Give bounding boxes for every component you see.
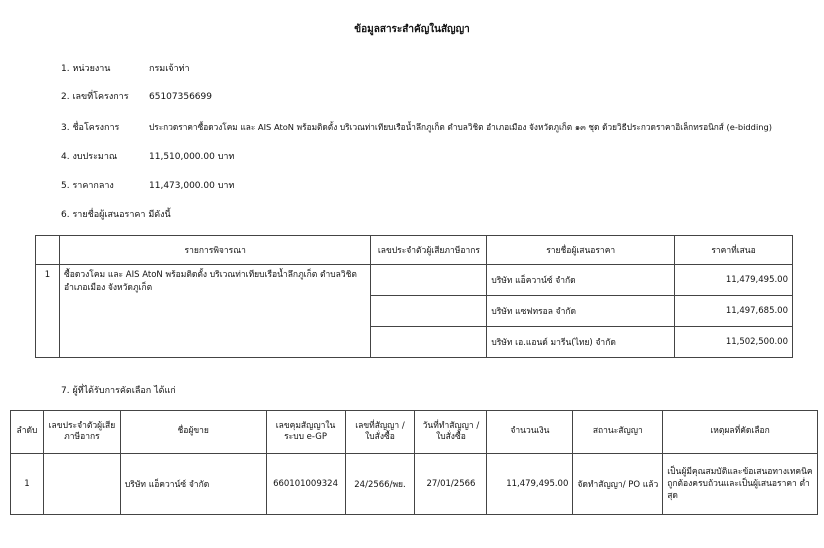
- vendor-name: บริษัท แอ็ควาน์ซ์ จำกัด: [120, 454, 266, 515]
- header-cell: สถานะสัญญา: [573, 411, 663, 454]
- header-cell: รายการพิจารณา: [59, 236, 371, 265]
- selection-reason: เป็นผู้มีคุณสมบัติและข้อเสนอทางเทคนิคถูกต้องครบถ้วนและเป็นผู้เสนอราคา ต่ำสุด: [663, 454, 818, 515]
- field-project-name: [61, 120, 772, 134]
- row-number: 1: [36, 265, 60, 358]
- tax-id-cell: [43, 454, 120, 515]
- field-label: 2. เลขที่โครงการ: [61, 92, 129, 102]
- header-cell: จำนวนเงิน: [487, 411, 573, 454]
- header-cell: เลขคุมสัญญาในระบบ e-GP: [266, 411, 345, 454]
- tax-id-cell: [371, 296, 487, 327]
- field-label: 1. หน่วยงาน: [61, 64, 111, 74]
- contract-amount: 11,479,495.00: [487, 454, 573, 515]
- bidders-table: [35, 235, 793, 358]
- egp-control-number: 660101009324: [266, 454, 345, 515]
- bidder-name: บริษัท แซฟทรอล จำกัด: [487, 296, 675, 327]
- field-budget: [61, 149, 234, 163]
- table-row: [36, 265, 793, 296]
- document-title: ข้อมูลสาระสำคัญในสัญญา: [354, 24, 470, 35]
- field-value: กรมเจ้าท่า: [149, 64, 190, 74]
- table-row: [11, 454, 818, 515]
- header-cell: เลขประจำตัวผู้เสียภาษีอากร: [43, 411, 120, 454]
- field-value: 11,510,000.00 บาท: [149, 152, 235, 162]
- bid-price: 11,497,685.00: [675, 296, 793, 327]
- header-cell: เหตุผลที่คัดเลือก: [663, 411, 818, 454]
- tax-id-cell: [371, 265, 487, 296]
- header-cell: ราคาที่เสนอ: [675, 236, 793, 265]
- header-cell: [36, 236, 60, 265]
- section-7-heading: 7. ผู้ที่ได้รับการคัดเลือก ได้แก่: [61, 386, 176, 396]
- field-label: 4. งบประมาณ: [61, 152, 118, 162]
- contract-number: 24/2566/พย.: [345, 454, 415, 515]
- header-cell: เลขประจำตัวผู้เสียภาษีอากร: [371, 236, 487, 265]
- field-value: ประกวดราคาซื้อดวงโคม และ AIS AtoN พร้อมติดตั้ง บริเวณท่าเทียบเรือน้ำลึกภูเก็ต ตำบลวิชิต อำเภอเมือง จังหวัดภูเก็ต ๑๓ ชุด ด้วยวิธีประกวดราคาอิเล็กทรอนิกส์ (e-bidding): [149, 122, 773, 132]
- selected-vendor-table: [10, 410, 818, 515]
- bid-price: 11,479,495.00: [675, 265, 793, 296]
- bid-price: 11,502,500.00: [675, 327, 793, 358]
- field-value: 11,473,000.00 บาท: [149, 181, 235, 191]
- field-median-price: [61, 178, 234, 192]
- header-cell: รายชื่อผู้เสนอราคา: [487, 236, 675, 265]
- table-header-row: [36, 236, 793, 265]
- header-cell: ชื่อผู้ขาย: [120, 411, 266, 454]
- item-description: ซื้อดวงโคม และ AIS AtoN พร้อมติดตั้ง บริเวณท่าเทียบเรือน้ำลึกภูเก็ต ตำบลวิชิต อำเภอเมือง จังหวัดภูเก็ต: [59, 265, 371, 358]
- header-cell: ลำดับ: [11, 411, 44, 454]
- header-cell: เลขที่สัญญา / ใบสั่งซื้อ: [345, 411, 415, 454]
- contract-status: จัดทำสัญญา/ PO แล้ว: [573, 454, 663, 515]
- tax-id-cell: [371, 327, 487, 358]
- header-cell: วันที่ทำสัญญา / ใบสั่งซื้อ: [415, 411, 487, 454]
- contract-date: 27/01/2566: [415, 454, 487, 515]
- field-agency: [61, 61, 190, 75]
- field-value: 65107356699: [149, 92, 212, 102]
- bidder-name: บริษัท เอ.แอนด์ มารีน(ไทย) จำกัด: [487, 327, 675, 358]
- bidder-name: บริษัท แอ็ควาน์ซ์ จำกัด: [487, 265, 675, 296]
- row-number: 1: [11, 454, 44, 515]
- table-header-row: [11, 411, 818, 454]
- field-project-number: [61, 89, 212, 103]
- section-6-heading: 6. รายชื่อผู้เสนอราคา มีดังนี้: [61, 210, 171, 220]
- field-label: 5. ราคากลาง: [61, 181, 114, 191]
- field-label: 3. ชื่อโครงการ: [61, 123, 120, 133]
